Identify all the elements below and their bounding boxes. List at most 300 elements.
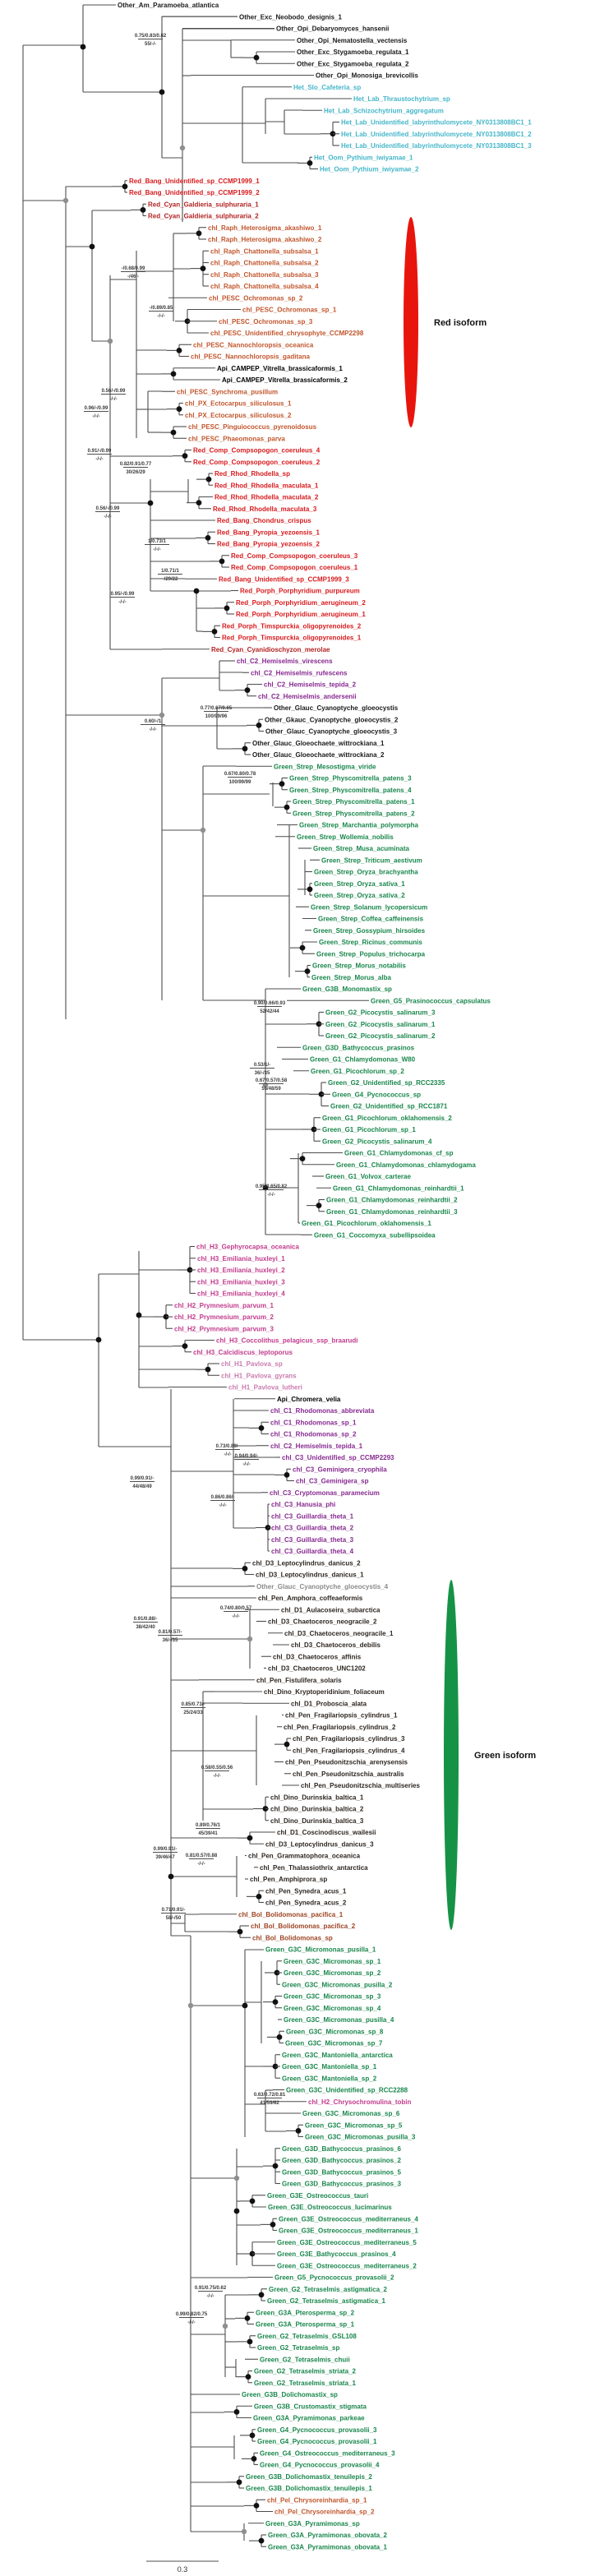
taxon-label: chl_H1_Pavlova_gyrans [221,1372,297,1380]
taxon-label: Green_G3A_Pyramimonas_parkeae [253,2414,365,2422]
node-dot [254,2503,260,2509]
taxon-label: Green_G3A_Pterosperma_sp_1 [256,2320,355,2329]
support-values-bottom: 100/99/96 [205,714,228,719]
taxon-label: chl_Pen_Fragilariopsis_cylindrus_3 [293,1735,405,1743]
node-dot [279,781,285,787]
taxon-label: Het_Lab_Unidentified_labyrinthulomycete_NY0313808BC1_3 [341,142,532,150]
support-values-top: 0.71/0.91/- [161,1908,186,1913]
taxon-label: Het_Lab_Schizochytrium_aggregatum [324,107,444,115]
taxon-label: Green_Strep_Oryza_sativa_1 [314,879,405,888]
taxon-label: chl_C2_Hemiselmis_andersenii [258,692,357,700]
taxon-label: chl_Raph_Chattonella_subsalsa_2 [210,259,319,267]
taxon-label: Other_Exc_Stygamoeba_regulata_1 [297,48,409,56]
taxon-label: Green_G3A_Pterosperma_sp_2 [256,2309,355,2317]
taxon-label: Red_Rhod_Rhodella_maculata_1 [214,482,319,490]
support-values-top: 0.74/0.80/0.57 [219,1606,252,1611]
taxon-label: Green_G3C_Micromonas_pusilla_1 [265,1946,376,1954]
taxon-label: Green_G3C_Micromonas_sp_2 [284,1969,381,1977]
node-dot [273,1999,279,2005]
support-values-bottom: -/-/- [197,1862,205,1867]
node-dot [250,2198,256,2204]
node-dot [212,629,218,635]
taxon-label: Red_Rhod_Rhodella_maculata_3 [213,505,317,513]
taxon-label: Green_G2_Tetraselmis_striata_1 [254,2379,356,2387]
taxon-label: chl_PESC_Nannochloropsis_gaditana [191,353,310,361]
support-values-bottom: 45/39/41 [198,1831,218,1836]
taxon-label: chl_Pen_Synedra_acus_2 [265,1899,347,1907]
taxon-label: Other_Exc_Stygamoeba_regulata_2 [297,60,409,68]
taxon-label: Green_G3C_Unidentified_sp_RCC2288 [286,2086,408,2094]
node-dot [307,886,313,892]
taxon-label: Red_Comp_Compsopogon_coeruleus_1 [231,564,358,571]
taxon-label: Green_G3C_Micromonas_sp_7 [285,2039,383,2047]
taxon-label: chl_H2_Prymnesium_parvum_2 [174,1313,274,1321]
taxon-label: Green_G3C_Micromonas_sp_5 [305,2121,403,2130]
taxon-label: Green_G3D_Bathycoccus_prasinos_5 [282,2168,401,2177]
taxon-label: Red_Porph_Timspurckia_oligopyrenoides_1 [222,634,362,642]
taxon-label: chl_H2_Chrysochromulina_tobin [308,2098,412,2106]
taxon-label: Red_Porph_Porphyridium_purpureum [240,587,360,595]
taxon-label: Green_G3A_Pyramimonas_obovata_2 [268,2532,387,2539]
taxon-label: chl_Pen_Pseudonitzschia_australis [293,1770,404,1778]
taxon-label: chl_PESC_Ochromonas_sp_2 [209,294,303,302]
support-values-bottom: -/-/- [213,1774,221,1779]
taxon-label: Green_G3C_Micromonas_pusilla_4 [284,2016,394,2024]
support-values-top: 0.81/0.57/0.88 [185,1854,218,1858]
taxon-label: Other_Opi_Debaryomyces_hansenii [276,25,390,33]
node-dot [148,501,154,506]
taxon-label: Green_Strep_Marchantia_polymorpha [299,821,418,829]
taxon-label: chl_Pen_Pseudonitzschia_multiseries [301,1782,420,1789]
support-values-bottom: 30/26/29 [126,470,145,475]
taxon-label: Green_G1_Chlamydomonas_reinhardtii_3 [326,1207,458,1216]
support-values-bottom: 55/48/59 [261,1087,281,1092]
taxon-label: chl_D3_Chaetoceros_affinis [273,1653,362,1661]
taxon-label: Other_Exc_Neobodo_designis_1 [239,13,342,21]
node-dot [206,477,212,482]
support-values-top: -/0.68/0.99 [121,266,145,271]
support-values-top: 0.75/0.83/0.82 [134,34,167,39]
taxon-label: Api_CAMPEP_Vitrella_brassicaformis_1 [217,364,343,372]
node-dot [205,1367,211,1373]
taxon-label: Het_Lab_Unidentified_labyrinthulomycete_NY0313808BC1_2 [341,130,532,138]
taxon-label: Red_Porph_Timspurckia_oligopyrenoides_2 [222,622,362,630]
taxon-label: Green_G2_Tetraselmis_astigmatica_1 [267,2297,385,2305]
node-dot [237,2479,242,2485]
support-values-top: 0.81/0.57/- [158,1630,182,1635]
taxon-label: Red_Comp_Compsopogon_coeruleus_3 [231,552,358,560]
node-dot [194,589,200,594]
taxon-label: Green_G2_Picocystis_salinarum_1 [325,1020,436,1028]
taxon-label: Green_G3C_Micromonas_sp_8 [286,2028,384,2036]
support-values-bottom: -/-/- [153,547,161,552]
support-values-top: 0.67/0.80/0.78 [224,772,256,777]
taxon-label: Red_Bang_Unidentified_sp_CCMP1999_3 [219,575,349,584]
support-values-top: 0.63/0.72/0.81 [253,2093,286,2098]
taxon-label: chl_D1_Proboscia_alata [291,1700,367,1708]
node-dot [171,371,177,376]
node-dot [171,430,177,436]
taxon-label: Green_G1_Volvox_carterae [325,1173,411,1180]
taxon-label: Green_G1_Chlamydomonas_chlamydogama [336,1161,476,1169]
support-values-bottom: -/-/- [267,1193,275,1198]
node-dot [96,1337,102,1343]
support-values-top: 0.82/0.91/0.77 [119,462,152,467]
taxon-label: chl_C1_Rhodomonas_sp_1 [270,1419,357,1427]
node-dot [234,2409,240,2415]
taxon-label: Other_Gkauc_Cyanoptyche_gloeocystis_2 [265,716,399,724]
taxon-label: chl_D1_Coscinodiscus_wailesii [277,1829,376,1836]
taxon-label: Other_Glauc_Cyanoptyche_gloeocystis_4 [256,1582,389,1590]
taxon-label: chl_D3_Chaetoceros_neogracile_1 [284,1629,394,1637]
node-dot [296,2128,302,2134]
taxon-label: Green_G2_Picocystis_salinarum_3 [325,1009,436,1017]
taxon-label: Green_G5_Pycnococcus_provasolii_2 [274,2274,394,2282]
taxon-label: chl_Bol_Bolidomonas_pacifica_2 [251,1923,356,1930]
support-values-bottom: 58/-/50 [165,1916,182,1921]
taxon-label: Other_Opi_Monosiga_brevicollis [316,72,418,80]
support-values-top: 0.85/0.73/- [181,1702,205,1707]
taxon-label: Other_Glauc_Cyanoptyche_gloeocystis [274,704,399,712]
support-values-top: 0.56/-/0.99 [101,389,126,394]
node-dot [300,1156,306,1161]
taxon-label: Green_G1_Chlamydomonas_reinhardtii_2 [326,1196,458,1204]
taxon-label: Green_G3C_Mantoniella_sp_1 [282,2063,377,2070]
taxon-label: Green_G2_Tetraselmis_striata_2 [254,2367,356,2375]
support-values-bottom: -/-/- [149,727,157,732]
taxon-label: Green_G3A_Pyramimonas_sp [265,2519,360,2528]
taxon-label: chl_H1_Pavlova_sp [221,1360,283,1368]
support-values-top: 0.77/0.67/0.65 [200,706,233,711]
taxon-label: Red_Rhod_Rhodella_maculata_2 [214,493,319,501]
taxon-label: chl_C2_Hemiselmis_virescens [237,658,333,665]
node-dot [136,1313,142,1318]
taxon-label: Other_Opi_Nematostella_vectensis [297,36,408,44]
node-dot [259,1425,265,1431]
taxon-label: Other_Glauc_Gloeochaete_wittrockiana_2 [252,751,385,759]
taxon-label: Green_G2_Tetraselmis_sp [257,2344,340,2352]
node-dot [196,500,202,506]
node-dot [247,2338,253,2344]
taxon-label: chl_Pen_Fragilariopsis_cylindrus_1 [285,1711,398,1720]
node-dot [122,183,128,189]
support-values-top: 1/0.71/1 [161,569,179,574]
taxon-label: Api_CAMPEP_Vitrella_brassicaformis_2 [222,376,348,384]
node-dot [277,2034,283,2040]
node-dot [254,55,260,61]
taxon-label: Green_G2_Tetraselmis_GSL108 [257,2332,357,2340]
taxon-label: chl_H3_Gephyrocapsa_oceanica [196,1243,299,1251]
taxon-label: chl_PESC_Phaeomonas_parva [188,435,285,443]
node-dot [247,1835,253,1841]
support-values-top: 0.95/0.65/0.82 [255,1184,288,1189]
green-isoform-label: Green isoform [474,1751,537,1761]
taxon-label: Green_Strep_Physcomitrella_patens_1 [293,798,415,806]
taxon-label: Green_G5_Prasinococcus_capsulatus [371,997,491,1005]
taxon-label: chl_C2_Hemiselmis_tepida_2 [264,681,357,689]
taxon-label: Green_G2_Picocystis_salinarum_2 [325,1032,436,1040]
taxon-label: Other_Am_Paramoeba_atlantica [118,2,219,9]
node-dot [300,945,306,951]
node-dot [256,1894,262,1900]
taxon-label: chl_C1_Rhodomonas_abbreviata [270,1407,375,1415]
node-dot-gray [63,198,68,203]
node-dot [259,2292,265,2297]
support-values-top: 0.56/-/0.99 [95,506,120,511]
taxon-label: chl_Pen_Grammatophora_oceanica [248,1852,361,1860]
taxon-label: chl_H3_Emiliania_huxleyi_2 [197,1267,285,1274]
taxon-label: Green_G2_Unidentified_sp_RCC2335 [328,1079,445,1087]
node-dot [284,1742,290,1747]
taxon-label: chl_C1_Rhodomonas_sp_2 [270,1430,357,1438]
taxon-label: chl_D3_Leptocylindrus_danicus_2 [252,1559,361,1567]
taxon-label: Green_G3D_Bathycoccus_prasinos_2 [282,2157,401,2164]
taxon-label: chl_PESC_Ochromonas_sp_1 [242,306,337,314]
support-values-top: 0.91/-/0.99 [87,449,112,454]
node-dot [307,160,313,166]
node-dot [305,968,311,974]
support-values-bottom: 41/53/62 [260,2101,279,2106]
taxon-label: Green_G4_Pycnococcus_provasolii_1 [257,2438,377,2445]
support-values-top: 0.99/0.82/0.75 [175,2312,208,2317]
taxon-label: Green_G3C_Mantoniella_sp_2 [282,2075,377,2083]
support-values-bottom: 36/-/35 [162,1638,178,1643]
node-dot [284,805,290,810]
node-dot [90,244,95,250]
taxon-label: chl_H1_Pavlova_lutheri [228,1383,302,1392]
red-isoform-ellipse [404,217,418,427]
taxon-label: Green_G1_Picochlorum_sp_2 [311,1067,404,1075]
taxon-label: Green_G1_Picochlorum_oklahomensis_2 [322,1114,452,1122]
taxon-label: chl_Raph_Chattonella_subsalsa_4 [210,283,319,290]
taxon-label: Green_Strep_Physcomitrella_patens_4 [289,786,412,794]
taxon-label: chl_Pen_Pseudonitzschia_arenysensis [285,1758,408,1766]
support-values-bottom: -/-/- [157,314,165,319]
support-values-top: 1/0.73/1 [148,539,166,544]
scale-bar-label: 0.3 [177,2565,188,2574]
taxon-label: Red_Bang_Unidentified_sp_CCMP1999_2 [129,189,260,196]
taxon-label: chl_H3_Emiliania_huxleyi_1 [197,1254,285,1263]
taxon-label: chl_Pel_Chrysoreinhardia_sp_2 [274,2508,375,2516]
support-values-top: -/0.89/0.85 [149,306,173,311]
support-values-bottom: -/-/- [232,1614,240,1619]
node-dot [81,44,86,50]
node-dot-gray [188,2003,193,2008]
red-isoform-label: Red isoform [434,318,487,328]
taxon-label: Red_Comp_Compsopogon_coeruleus_2 [193,458,321,466]
taxon-label: Green_G1_Coccomyxa_subellipsoidea [314,1231,436,1240]
support-values-top: 0.96/-/0.99 [84,406,108,411]
node-dot [259,2538,265,2544]
taxon-label: chl_Bol_Bolidomonas_sp [252,1934,333,1942]
taxon-label: Red_Bang_Pyropia_yezoensis_1 [217,529,320,537]
taxon-label: chl_H3_Emiliania_huxleyi_3 [197,1278,285,1286]
support-values-bottom: 25/24/33 [183,1710,203,1715]
support-values-bottom: 44/48/49 [132,1484,152,1489]
taxon-label: chl_H3_Emiliania_huxleyi_4 [197,1290,285,1298]
support-values-bottom: -/-/- [242,1462,251,1467]
taxon-label: Green_G1_Chlamydomonas_W80 [310,1055,416,1064]
taxon-label: chl_Raph_Chattonella_subsalsa_1 [210,247,319,256]
taxon-label: Green_G3B_Dolichomastix_tenuilepis_2 [246,2472,372,2481]
support-values-bottom: -/-/- [109,397,118,402]
node-dot [242,2003,248,2009]
taxon-label: chl_D3_Leptocylindrus_danicus_3 [265,1840,374,1849]
support-values-bottom: 55/-/- [144,42,157,47]
node-dot [182,1343,188,1349]
taxon-label: Green_G2_Tetraselmis_astigmatica_2 [269,2285,387,2293]
taxon-label: Green_G3E_Ostreococcus_mediterraneus_4 [279,2215,418,2223]
support-values-top: 0.99/0.91/- [153,1847,178,1852]
taxon-label: Het_Lab_Thraustochytrium_sp [353,95,450,103]
taxon-label: Green_G3D_Bathycoccus_prasinos_6 [282,2144,401,2153]
taxon-label: Green_G3E_Ostreococcus_mediterraneus_5 [277,2238,417,2246]
taxon-label: Green_G3C_Micromonas_sp_1 [284,1957,381,1965]
taxon-label: chl_C3_Guillardia_theta_2 [271,1524,354,1532]
taxon-label: Green_Strep_Physcomitrella_patens_3 [289,774,412,782]
taxon-label: chl_Raph_Heterosigma_akashiwo_2 [208,236,322,243]
taxon-label: Green_Strep_Musa_acuminata [313,845,409,852]
node-dot-gray [159,713,164,718]
node-dot [251,2456,257,2462]
taxon-label: Green_G3E_Ostreococcus_mediterraneus_2 [277,2262,417,2270]
taxon-label: chl_C3_Hanusia_phi [271,1501,336,1508]
support-values-bottom: -/46/- [127,275,140,279]
taxon-label: chl_PESC_Nannochloropsis_oceanica [193,341,314,349]
taxon-label: Green_Strep_Ricinus_communis [319,939,422,946]
support-values-bottom: 39/46/47 [155,1855,175,1860]
taxon-label: chl_Pen_Amphora_coffeaeformis [258,1595,363,1602]
taxon-label: Green_G3E_Bathycoccus_prasinos_4 [277,2251,396,2258]
support-values-top: 0.94/0.94/- [234,1454,259,1459]
taxon-label: chl_Dino_Durinskia_baltica_3 [270,1817,364,1825]
node-dot-gray [247,1637,252,1641]
taxon-label: Green_Strep_Morus_notabilis [312,962,406,970]
node-dot [250,2432,256,2438]
node-dot [177,348,182,353]
taxon-label: Green_G3C_Micromonas_pusilla_3 [305,2133,416,2141]
taxon-label: Green_G3D_Bathycoccus_prasinos_3 [282,2180,401,2188]
taxon-label: Green_Strep_Populus_trichocarpa [316,950,426,958]
taxon-label: Green_G1_Chlamydomonas_cf_sp [344,1149,454,1157]
taxon-label: chl_D3_Leptocylindrus_danicus_1 [256,1571,364,1579]
taxon-label: chl_C3_Geminigera_sp [296,1477,369,1485]
taxon-label: Green_G3B_Crustomastix_stigmata [254,2403,367,2411]
node-dot [270,2222,276,2227]
node-dot [205,535,211,541]
support-values-bottom: -/-/- [95,457,104,462]
taxon-label: Red_Bang_Unidentified_sp_CCMP1999_1 [129,177,260,185]
support-values-bottom: -/-/- [187,2320,196,2325]
taxon-label: Red_Comp_Compsopogon_coeruleus_4 [193,446,321,455]
support-values-top: 0.86/0.86/- [210,1495,235,1500]
support-values-bottom: -/-/- [206,2294,214,2299]
support-values-bottom: -/-/- [92,414,100,419]
node-dot [273,2163,279,2169]
node-dot [141,207,146,213]
taxon-label: chl_Raph_Chattonella_subsalsa_3 [210,270,319,279]
taxon-label: Green_G3E_Ostreococcus_mediterraneus_1 [279,2227,418,2235]
taxon-label: chl_C3_Geminigera_cryophila [293,1466,387,1474]
taxon-label: chl_Pen_Thalassiothrix_antarctica [260,1863,368,1872]
taxon-label: Green_G3B_Dolichomastix_tenuilepis_1 [246,2485,372,2492]
taxon-label: Api_Chromera_velia [277,1395,341,1403]
node-dot [168,1874,174,1880]
taxon-label: chl_C3_Guillardia_theta_1 [271,1512,354,1521]
taxon-label: Green_G1_Picochlorum_oklahomensis_1 [302,1220,431,1227]
taxon-label: Green_G4_Pycnococcus_provasolii_3 [257,2426,377,2434]
taxon-label: chl_C3_Cryptomonas_paramecium [270,1489,380,1497]
taxon-label: Het_Slo_Cafeteria_sp [293,83,362,91]
taxon-label: Other_Glauc_Gloeochaete_wittrockiana_1 [252,739,385,747]
taxon-label: chl_D1_Aulacoseira_subarctica [281,1606,381,1614]
taxon-label: Green_G4_Pycnococcus_sp [332,1091,422,1099]
taxon-label: Red_Rhod_Rhodella_sp [214,470,291,478]
taxon-label: chl_Raph_Heterosigma_akashiwo_1 [208,224,322,232]
node-dot-gray [223,2324,228,2329]
support-values-top: 0.73/0.89/- [215,1444,240,1449]
taxon-label: Red_Cyan_Cyanidioschyzon_merolae [211,645,330,653]
node-dot [242,1566,248,1572]
support-values-top: 0.90/0.66/0.93 [253,1001,286,1006]
taxon-label: chl_H2_Prymnesium_parvum_1 [174,1301,274,1309]
taxon-label: Green_G2_Tetraselmis_chuii [260,2356,350,2364]
taxon-label: Green_G1_Picochlorum_sp_1 [322,1126,416,1133]
node-dot-gray [242,2529,247,2534]
node-dot [316,1203,322,1208]
taxon-label: Other_Glauc_Cyanoptyche_gloeocystis_3 [265,727,398,736]
node-dot [196,230,202,236]
node-dot [159,90,165,95]
support-values-bottom: -/-/- [104,515,112,519]
support-values-top: 0.58/0.55/0.56 [201,1766,233,1770]
taxon-label: Green_Strep_Oryza_brachyantha [314,868,418,876]
taxon-label: Green_G2_Picocystis_salinarum_4 [322,1138,432,1146]
support-values-top: 0.99/0.91/- [130,1476,155,1481]
taxon-label: Red_Bang_Chondrus_crispus [217,517,311,524]
node-dot-gray [108,339,113,344]
support-values-bottom: -/-/- [224,1452,232,1457]
taxon-label: Green_G3E_Ostreococcus_tauri [267,2191,369,2200]
taxon-label: Het_Lab_Unidentified_labyrinthulomycete_NY0313808BC1_1 [341,118,532,127]
taxon-label: chl_PESC_Synchroma_pusillum [177,388,279,396]
taxon-label: chl_PESC_Pinguiococcus_pyrenoidosus [188,423,317,431]
taxon-label: Green_Strep_Solanum_lycopersicum [311,903,428,912]
node-dot-gray [180,145,185,150]
taxon-label: Red_Cyan_Galdieria_sulphuraria_2 [148,212,259,220]
taxon-label: chl_D3_Chaetoceros_neogracile_2 [268,1618,377,1626]
taxon-label: chl_H3_Calcidiscus_leptoporus [193,1348,293,1356]
taxon-label: chl_PESC_Ochromonas_sp_3 [219,317,313,325]
node-dot [245,687,251,693]
node-dot [177,406,182,412]
taxon-label: chl_PESC_Unidentified_chrysophyte_CCMP2298 [210,330,364,337]
taxon-label: chl_PX_Ectocarpus_siliculosus_1 [185,399,292,408]
taxon-label: chl_C2_Hemiselmis_tepida_1 [270,1442,363,1450]
taxon-label: Green_G3E_Ostreococcus_lucimarinus [268,2204,392,2211]
taxon-label: Red_Porph_Porphyridium_aerugineum_1 [236,611,366,618]
taxon-label: Green_Strep_Coffea_caffeinensis [318,915,424,923]
taxon-label: chl_C3_Guillardia_theta_4 [271,1548,354,1555]
taxon-label: chl_Pel_Chrysoreinhardia_sp_1 [267,2496,367,2504]
taxon-label: Green_G3B_Monomastix_sp [302,986,392,993]
taxon-label: chl_Pen_Fragilariopsis_cylindrus_4 [293,1747,405,1755]
taxon-label: Green_Strep_Wollemia_nobilis [297,833,394,841]
taxon-label: Het_Oom_Pythium_iwiyamae_1 [314,154,413,162]
taxon-label: Green_G3B_Dolichomastix_sp [242,2391,338,2398]
taxon-label: chl_Pen_Synedra_acus_1 [265,1887,347,1895]
support-values-top: 0.67/0.57/0.58 [255,1078,288,1083]
